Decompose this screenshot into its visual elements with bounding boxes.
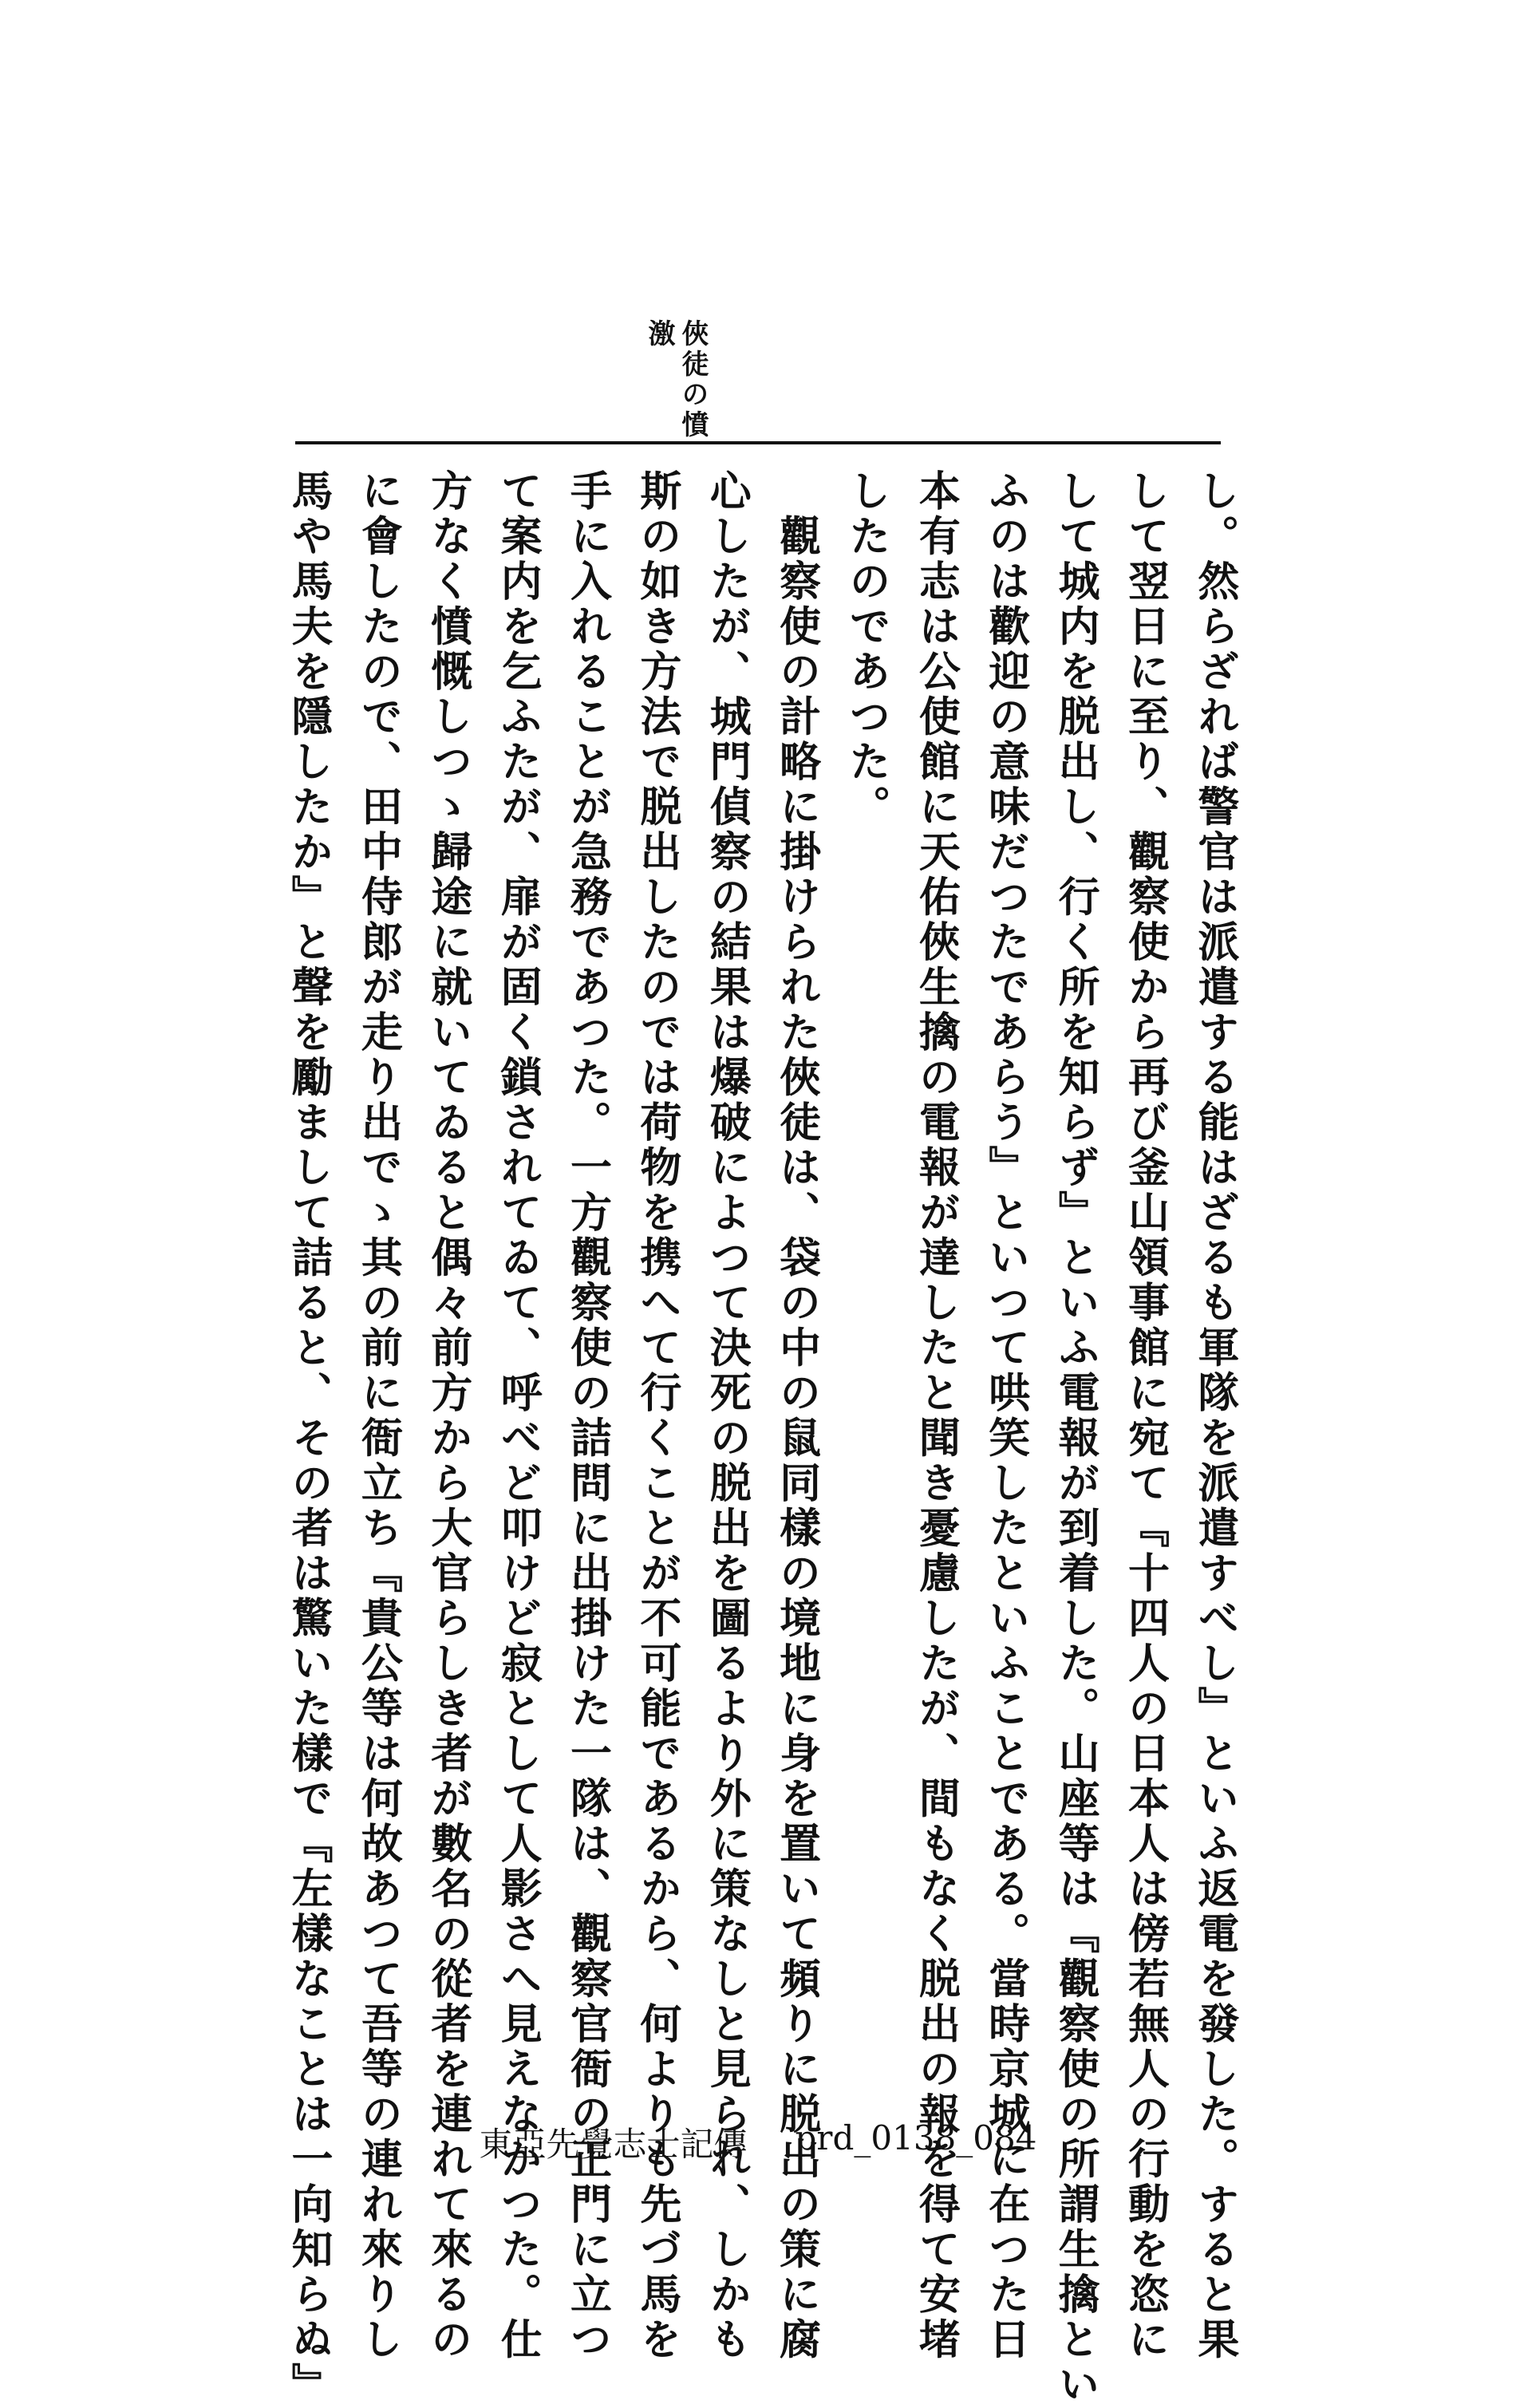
running-head xyxy=(645,319,707,440)
text-line: 觀察使の計略に掛けられた俠徒は、袋の中の鼠同樣の境地に身を置いて頻りに脱出の策に腐 xyxy=(772,469,821,2363)
text-line: し。然らざれば警官は派遣する能はざるも軍隊を派遣すべし』といふ返電を發した。すると果 xyxy=(1190,469,1239,2363)
text-line: 斯の如き方法で脱出したのでは荷物を携へて行くことが不可能であるから、何よりも先づ馬を xyxy=(632,469,681,2363)
page-footer xyxy=(0,2118,1516,2166)
book-title: 東亞先覺志士記傳 xyxy=(479,2125,748,2164)
page-id: prd_0138_084 xyxy=(795,2118,1037,2157)
running-head-line: 激 xyxy=(643,319,675,349)
text-line: したのであつた。 xyxy=(842,469,890,830)
text-line: に會したので、田中侍郎が走り出でゝ其の前に衙立ち『貴公等は何故あつて吾等の連れ來りし xyxy=(353,469,403,2363)
text-line: して城内を脱出し、行く所を知らず』といふ電報が到着した。山座等は『觀察使の所謂生擒とい xyxy=(1051,469,1100,2408)
text-line: て案内を乞ふたが、扉が固く鎖されてゐて、呼べど叩けど寂として人影さへ見えなかつた。仕 xyxy=(493,469,543,2363)
text-line: ふのは歡迎の意味だつたであらう』といつて哄笑したといふことである。當時京城に在つた日 xyxy=(981,469,1030,2363)
text-line: 心したが、城門偵察の結果は爆破によつて決死の脱出を圖るより外に策なしと見られ、しかも xyxy=(702,469,752,2363)
text-line: 本有志は公使館に天佑俠生擒の電報が達したと聞き憂慮したが、間もなく脱出の報を得て安堵 xyxy=(911,469,961,2363)
text-line: して翌日に至り、觀察使から再び釜山領事館に宛て『十四人の日本人は傍若無人の行動を恣に xyxy=(1120,469,1170,2363)
text-line: 馬や馬夫を隱したか』と聲を勵まして詰ると、その者は驚いた樣で『左樣なことは一向知らぬ』 xyxy=(284,469,333,2408)
text-line: 方なく憤慨しつゝ歸途に就いてゐると偶々前方から大官らしき者が數名の從者を連れて來るの xyxy=(423,469,472,2363)
header-rule xyxy=(295,441,1221,444)
running-head-line: 俠徒の憤 xyxy=(677,319,709,440)
text-line: 手に入れることが急務であつた。一方觀察使の詰問に出掛けた一隊は、觀察官衙の正門に立つ xyxy=(563,469,612,2363)
